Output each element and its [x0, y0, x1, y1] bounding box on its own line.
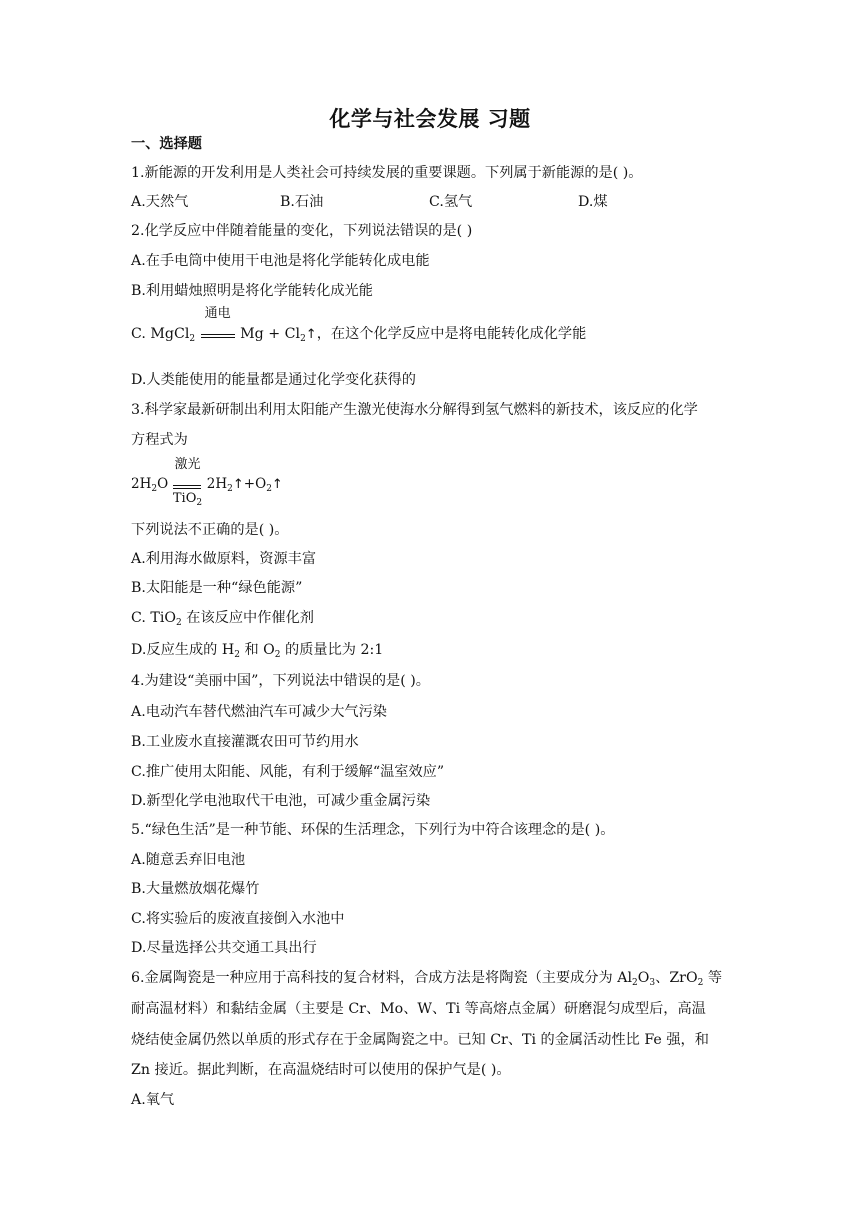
question-4-option-c: C.推广使用太阳能、风能，有利于缓解“温室效应”	[131, 764, 445, 780]
question-1-stem: 1.新能源的开发利用是人类社会可持续发展的重要课题。下列属于新能源的是( )。	[131, 165, 643, 181]
section-heading: 一、选择题	[131, 136, 202, 152]
question-6-stem-line-1: 6.金属陶瓷是一种应用于高科技的复合材料，合成方法是将陶瓷（主要成分为 $Al_2O_3$、ZrO$_2$ 等	[131, 970, 723, 988]
question-2-option-d: D.人类能使用的能量都是通过化学变化获得的	[131, 372, 416, 388]
question-5-option-c: C.将实验后的废液直接倒入水池中	[131, 911, 345, 927]
question-5-option-a: A.随意丢弃旧电池	[131, 852, 246, 868]
page-title: 化学与社会发展 习题	[329, 106, 531, 131]
question-2-option-c: C. MgCl$_2$ 通电 $Mg + Cl_2↑$，在这个化学反应中是将电能转化成化学能	[131, 306, 587, 344]
question-2-option-b: B.利用蜡烛照明是将化学能转化成光能	[131, 283, 373, 299]
question-1-option-b: B.石油	[280, 194, 324, 210]
question-3-option-a: A.利用海水做原料，资源丰富	[131, 551, 317, 567]
question-5-option-d: D.尽量选择公共交通工具出行	[131, 940, 317, 956]
question-3-equation: $2H_2O$ 激光 TiO$_2$ $2H_2↑+O_2↑$	[131, 456, 283, 508]
question-2-option-a: A.在手电筒中使用干电池是将化学能转化成电能	[131, 253, 430, 269]
question-3-option-d: D.反应生成的 $H_2$ 和 $O_2$ 的质量比为 2:1	[131, 642, 384, 660]
question-1-option-a: A.天然气	[131, 194, 189, 210]
question-6-option-a: A.氧气	[131, 1092, 175, 1108]
question-6-stem-line-4: Zn 接近。据此判断，在高温烧结时可以使用的保护气是( )。	[131, 1062, 511, 1078]
question-3-stem-line-2: 方程式为	[131, 432, 188, 448]
reaction-condition: 通电	[200, 324, 236, 344]
reaction-condition: 激光 TiO$_2$	[172, 456, 203, 508]
question-4-option-d: D.新型化学电池取代干电池，可减少重金属污染	[131, 793, 431, 809]
question-2-stem: 2.化学反应中伴随着能量的变化，下列说法错误的是( )	[131, 223, 473, 239]
question-4-option-a: A.电动汽车替代燃油汽车可减少大气污染	[131, 704, 387, 720]
question-4-option-b: B.工业废水直接灌溉农田可节约用水	[131, 734, 359, 750]
question-6-stem-line-3: 烧结使金属仍然以单质的形式存在于金属陶瓷之中。已知 Cr、Ti 的金属活动性比 Fe 强，和	[131, 1032, 709, 1048]
question-1-option-d: D.煤	[578, 194, 608, 210]
question-5-option-b: B.大量燃放烟花爆竹	[131, 881, 260, 897]
question-1-option-c: C.氢气	[429, 194, 473, 210]
question-3-option-b: B.太阳能是一种“绿色能源”	[131, 580, 303, 596]
question-3-option-c: C. TiO$_2$ 在该反应中作催化剂	[131, 610, 314, 628]
question-5-stem: 5.“绿色生活”是一种节能、环保的生活理念，下列行为中符合该理念的是( )。	[131, 822, 615, 838]
question-3-stem-line-3: 下列说法不正确的是( )。	[131, 522, 289, 538]
question-3-stem-line-1: 3.科学家最新研制出利用太阳能产生激光使海水分解得到氢气燃料的新技术，该反应的化学	[131, 402, 698, 418]
question-6-stem-line-2: 耐高温材料）和黏结金属（主要是 Cr、Mo、W、Ti 等高熔点金属）研磨混匀成型后，高温	[131, 1001, 706, 1017]
question-4-stem: 4.为建设“美丽中国”，下列说法中错误的是( )。	[131, 673, 430, 689]
